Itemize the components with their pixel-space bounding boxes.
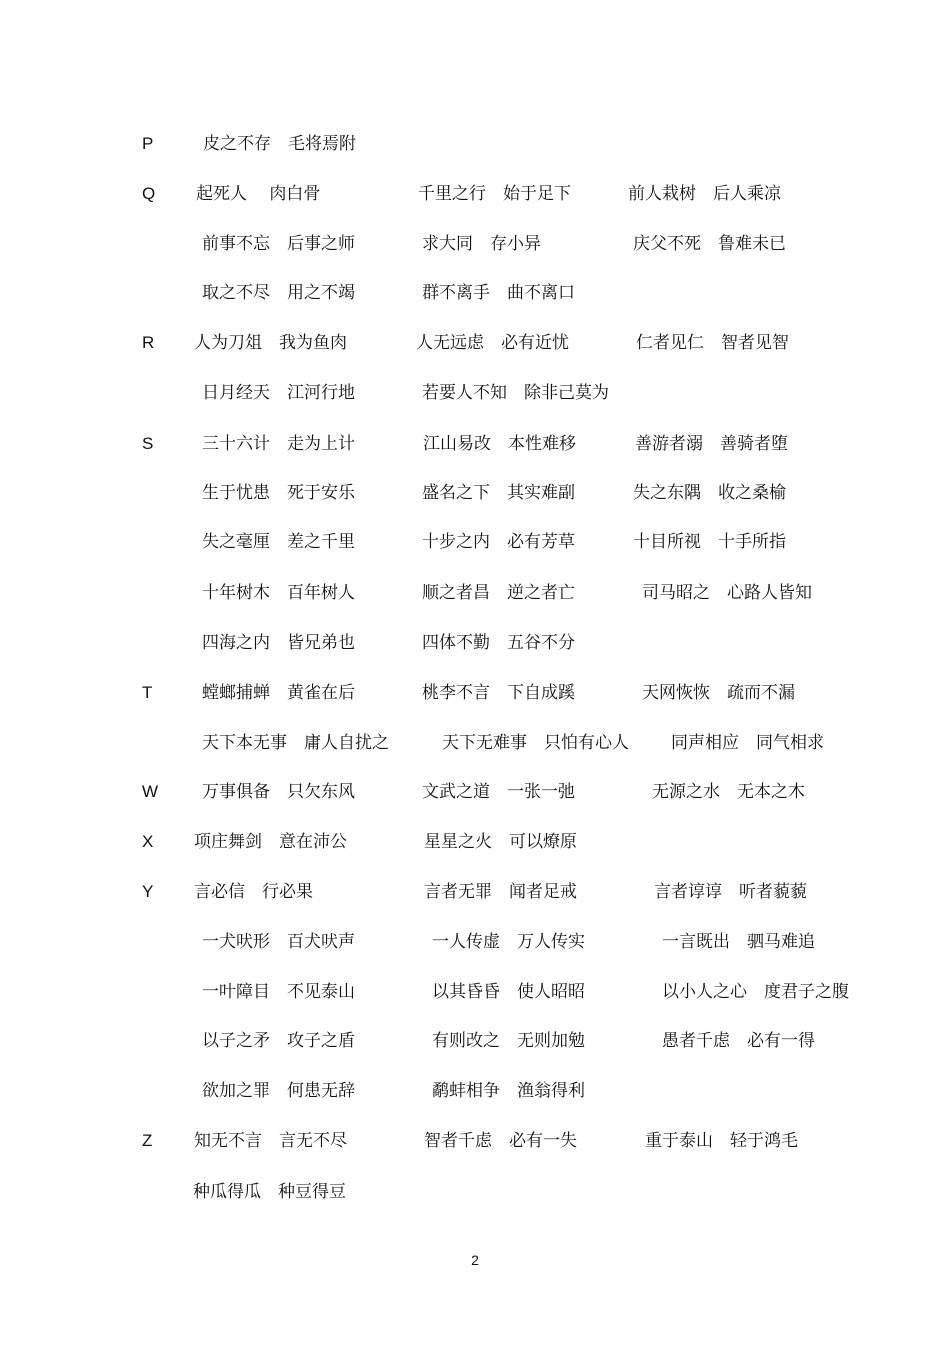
idiom-phrase: 千里之行 始于足下 (418, 184, 571, 204)
idiom-row (0, 482, 950, 506)
idiom-phrase: 愚者千虑 必有一得 (662, 1031, 815, 1051)
idiom-phrase: 知无不言 言无不尽 (194, 1131, 347, 1151)
idiom-row-q (0, 183, 950, 207)
idiom-row (0, 582, 950, 606)
section-letter: T (142, 683, 153, 702)
idiom-row-r (0, 332, 950, 356)
section-letter: Y (142, 882, 154, 901)
idiom-phrase: 日月经天 江河行地 (202, 383, 355, 403)
idiom-row (0, 981, 950, 1005)
idiom-row (0, 531, 950, 555)
idiom-phrase: 失之东隅 收之桑榆 (633, 483, 786, 503)
idiom-phrase: 螳螂捕蝉 黄雀在后 (202, 683, 355, 703)
idiom-phrase: 求大同 存小异 (422, 234, 541, 254)
idiom-phrase: 言者无罪 闻者足戒 (424, 882, 577, 902)
idiom-phrase: 天网恢恢 疏而不漏 (642, 683, 795, 703)
idiom-phrase: 同声相应 同气相求 (671, 733, 824, 753)
idiom-phrase: 天下无难事 只怕有心人 (442, 733, 629, 753)
idiom-phrase: 皮之不存 毛将焉附 (203, 134, 356, 154)
idiom-phrase: 言者谆谆 听者藐藐 (654, 882, 807, 902)
idiom-row (0, 732, 950, 756)
section-letter: W (142, 782, 159, 801)
idiom-phrase: 重于泰山 轻于鸿毛 (645, 1131, 798, 1151)
idiom-phrase: 言必信 行必果 (194, 882, 313, 902)
idiom-phrase: 文武之道 一张一弛 (422, 782, 575, 802)
idiom-row-y (0, 881, 950, 905)
idiom-phrase: 人为刀俎 我为鱼肉 (194, 333, 347, 353)
idiom-row-z (0, 1130, 950, 1154)
idiom-phrase: 四体不勤 五谷不分 (422, 633, 575, 653)
idiom-phrase: 十步之内 必有芳草 (422, 532, 575, 552)
idiom-phrase: 有则改之 无则加勉 (432, 1031, 585, 1051)
idiom-phrase: 以小人之心 度君子之腹 (662, 982, 849, 1002)
idiom-phrase: 欲加之罪 何患无辞 (202, 1081, 355, 1101)
idiom-phrase: 智者千虑 必有一失 (424, 1131, 577, 1151)
idiom-row (0, 632, 950, 656)
idiom-phrase: 三十六计 走为上计 (202, 434, 355, 454)
section-letter: P (142, 134, 154, 153)
idiom-phrase: 前人栽树 后人乘凉 (628, 184, 781, 204)
section-letter: Q (142, 184, 156, 203)
idiom-phrase: 种瓜得瓜 种豆得豆 (193, 1182, 346, 1202)
idiom-phrase: 十目所视 十手所指 (633, 532, 786, 552)
idiom-phrase: 前事不忘 后事之师 (202, 234, 355, 254)
idiom-phrase: 以子之矛 攻子之盾 (202, 1031, 355, 1051)
idiom-phrase: 一犬吠形 百犬吠声 (202, 932, 355, 952)
idiom-row-w (0, 781, 950, 805)
section-letter: S (142, 434, 154, 453)
idiom-phrase: 星星之火 可以燎原 (424, 832, 577, 852)
idiom-phrase: 一言既出 驷马难追 (662, 932, 815, 952)
idiom-phrase: 失之毫厘 差之千里 (202, 532, 355, 552)
idiom-phrase: 天下本无事 庸人自扰之 (202, 733, 389, 753)
idiom-row-p (0, 133, 950, 157)
idiom-phrase: 以其昏昏 使人昭昭 (432, 982, 585, 1002)
section-letter: R (142, 333, 155, 352)
idiom-phrase: 无源之水 无本之木 (652, 782, 805, 802)
idiom-phrase: 人无远虑 必有近忧 (416, 333, 569, 353)
idiom-phrase: 仁者见仁 智者见智 (636, 333, 789, 353)
idiom-phrase: 十年树木 百年树人 (202, 583, 355, 603)
idiom-row (0, 1030, 950, 1054)
idiom-row-x (0, 831, 950, 855)
idiom-row (0, 382, 950, 406)
idiom-row (0, 1080, 950, 1104)
idiom-phrase: 取之不尽 用之不竭 (202, 283, 355, 303)
idiom-row (0, 1181, 950, 1205)
idiom-phrase: 群不离手 曲不离口 (422, 283, 575, 303)
idiom-phrase: 生于忧患 死于安乐 (202, 483, 355, 503)
idiom-row-s (0, 433, 950, 457)
idiom-row (0, 233, 950, 257)
idiom-row (0, 282, 950, 306)
idiom-phrase: 江山易改 本性难移 (423, 434, 576, 454)
idiom-phrase: 善游者溺 善骑者堕 (635, 434, 788, 454)
idiom-phrase: 一人传虚 万人传实 (432, 932, 585, 952)
section-letter: Z (142, 1131, 153, 1150)
idiom-phrase: 庆父不死 鲁难未已 (633, 234, 786, 254)
idiom-phrase: 项庄舞剑 意在沛公 (194, 832, 347, 852)
idiom-row (0, 931, 950, 955)
idiom-phrase: 万事俱备 只欠东风 (202, 782, 355, 802)
idiom-phrase: 鹬蚌相争 渔翁得利 (432, 1081, 585, 1101)
idiom-phrase: 盛名之下 其实难副 (422, 483, 575, 503)
idiom-phrase: 若要人不知 除非己莫为 (422, 383, 609, 403)
idiom-phrase: 司马昭之 心路人皆知 (642, 583, 812, 603)
idiom-phrase: 一叶障目 不见泰山 (202, 982, 355, 1002)
page-number: 2 (471, 1252, 479, 1268)
section-letter: X (142, 832, 154, 851)
idiom-phrase: 四海之内 皆兄弟也 (202, 633, 355, 653)
idiom-phrase: 顺之者昌 逆之者亡 (422, 583, 575, 603)
idiom-row-t (0, 682, 950, 706)
idiom-phrase: 桃李不言 下自成蹊 (422, 683, 575, 703)
idiom-phrase: 起死人 肉白骨 (196, 184, 321, 204)
